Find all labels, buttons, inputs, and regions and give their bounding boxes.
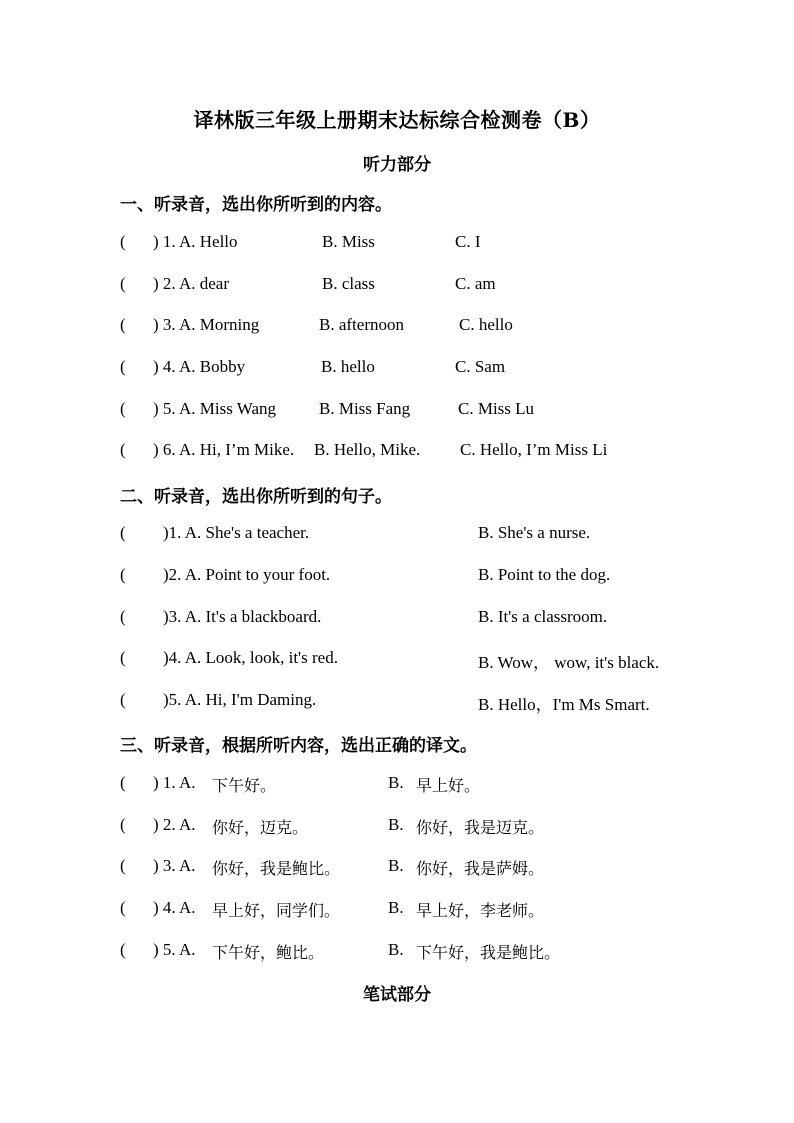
answer-bracket: ( xyxy=(120,357,126,376)
question-option-b: 早上好，李老师。 xyxy=(416,901,545,920)
answer-bracket: ( xyxy=(120,815,126,834)
option-b-letter: B. xyxy=(388,940,404,959)
question-option-a: )4. A. Look, look, it's red. xyxy=(163,648,338,667)
question-option-b: B. afternoon xyxy=(319,315,404,334)
section1-question-3 xyxy=(120,315,720,339)
section3-question-5 xyxy=(120,940,720,964)
question-option-b: 你好，我是迈克。 xyxy=(416,818,545,837)
section2-question-5 xyxy=(120,690,720,714)
section3-question-4 xyxy=(120,898,720,922)
question-option-a: ) 2. A. dear xyxy=(153,274,230,293)
answer-bracket: ( xyxy=(120,648,126,667)
question-option-a: )5. A. Hi, I'm Daming. xyxy=(163,690,317,709)
section1-question-2 xyxy=(120,274,720,298)
answer-bracket: ( xyxy=(120,607,126,626)
question-option-a: )3. A. It's a blackboard. xyxy=(163,607,322,626)
question-option-b: B. She's a nurse. xyxy=(478,523,591,542)
answer-bracket: ( xyxy=(120,440,126,459)
question-option-a: 你好，我是鲍比。 xyxy=(212,859,341,878)
question-option-a: ) 6. A. Hi, I’m Mike. xyxy=(153,440,295,459)
section2-question-1 xyxy=(120,523,720,547)
answer-bracket: ( xyxy=(120,523,126,542)
question-number: ) 3. A. xyxy=(153,856,196,875)
question-option-c: C. Hello, I’m Miss Li xyxy=(460,440,608,459)
question-option-c: C. am xyxy=(455,274,496,293)
question-option-c: C. Sam xyxy=(455,357,506,376)
question-option-b: 你好，我是萨姆。 xyxy=(416,859,545,878)
section2-question-2 xyxy=(120,565,720,589)
section1-question-1 xyxy=(120,232,720,256)
question-option-b: B. hello xyxy=(321,357,375,376)
question-option-b: 下午好，我是鲍比。 xyxy=(416,943,561,962)
section3-question-1 xyxy=(120,773,720,797)
answer-bracket: ( xyxy=(120,399,126,418)
section3-heading: 三、听录音，根据所听内容，选出正确的译文。 xyxy=(120,736,477,756)
listening-title: 听力部分 xyxy=(363,155,431,175)
question-number: ) 1. A. xyxy=(153,773,196,792)
question-option-c: C. hello xyxy=(459,315,513,334)
question-option-b: B. Miss Fang xyxy=(319,399,411,418)
question-option-a: 下午好。 xyxy=(212,776,277,795)
answer-bracket: ( xyxy=(120,315,126,334)
page-title: 译林版三年级上册期末达标综合检测卷（B） xyxy=(193,108,601,132)
section1-heading: 一、听录音，选出你所听到的内容。 xyxy=(120,195,392,215)
question-option-a: ) 4. A. Bobby xyxy=(153,357,246,376)
section2-question-3 xyxy=(120,607,720,631)
question-option-a: 你好，迈克。 xyxy=(212,818,309,837)
answer-bracket: ( xyxy=(120,565,126,584)
answer-bracket: ( xyxy=(120,690,126,709)
section2-heading: 二、听录音，选出你所听到的句子。 xyxy=(120,487,392,507)
question-option-a: ) 3. A. Morning xyxy=(153,315,260,334)
question-option-c: C. Miss Lu xyxy=(458,399,535,418)
option-b-letter: B. xyxy=(388,898,404,917)
section1-question-5 xyxy=(120,399,720,423)
option-b-letter: B. xyxy=(388,773,404,792)
answer-bracket: ( xyxy=(120,856,126,875)
question-option-b: B. Miss xyxy=(322,232,375,251)
question-option-b: B. Hello，I'm Ms Smart. xyxy=(478,695,650,714)
question-option-a: )2. A. Point to your foot. xyxy=(163,565,331,584)
question-option-b: B. Wow， wow, it's black. xyxy=(478,653,660,672)
question-option-b: 早上好。 xyxy=(416,776,481,795)
question-option-a: ) 5. A. Miss Wang xyxy=(153,399,276,418)
question-option-b: B. It's a classroom. xyxy=(478,607,608,626)
answer-bracket: ( xyxy=(120,274,126,293)
answer-bracket: ( xyxy=(120,773,126,792)
option-b-letter: B. xyxy=(388,815,404,834)
section3-question-3 xyxy=(120,856,720,880)
question-option-a: )1. A. She's a teacher. xyxy=(163,523,310,542)
question-option-a: ) 1. A. Hello xyxy=(153,232,238,251)
question-option-c: C. I xyxy=(455,232,481,251)
answer-bracket: ( xyxy=(120,232,126,251)
question-option-b: B. Point to the dog. xyxy=(478,565,611,584)
section2-question-4 xyxy=(120,648,720,672)
question-option-b: B. class xyxy=(322,274,375,293)
answer-bracket: ( xyxy=(120,898,126,917)
section1-question-4 xyxy=(120,357,720,381)
question-number: ) 4. A. xyxy=(153,898,196,917)
question-option-a: 下午好，鲍比。 xyxy=(212,943,325,962)
writing-title: 笔试部分 xyxy=(363,985,431,1005)
option-b-letter: B. xyxy=(388,856,404,875)
question-number: ) 2. A. xyxy=(153,815,196,834)
section1-question-6 xyxy=(120,440,720,464)
answer-bracket: ( xyxy=(120,940,126,959)
section3-question-2 xyxy=(120,815,720,839)
question-option-b: B. Hello, Mike. xyxy=(314,440,421,459)
question-option-a: 早上好，同学们。 xyxy=(212,901,341,920)
question-number: ) 5. A. xyxy=(153,940,196,959)
